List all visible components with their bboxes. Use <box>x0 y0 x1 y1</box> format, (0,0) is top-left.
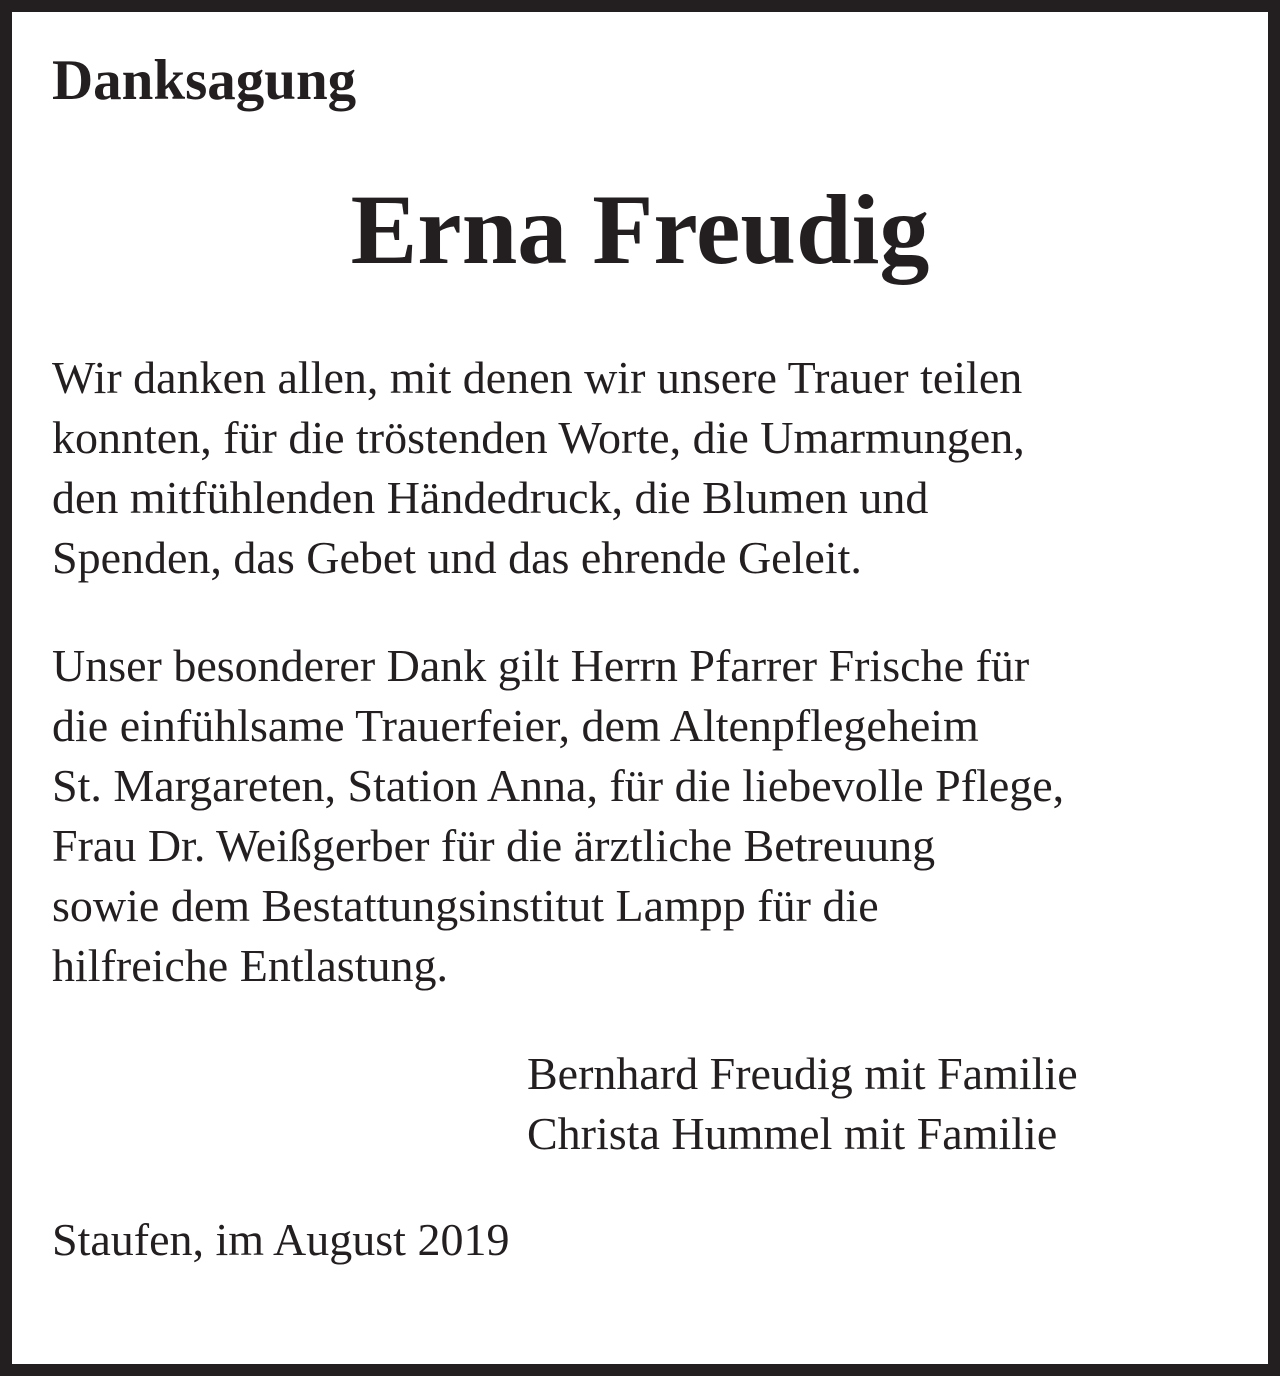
text-line: die einfühlsame Trauerfeier, dem Altenpflegeheim <box>52 700 979 751</box>
signature-line: Bernhard Freudig mit Familie <box>527 1048 1078 1099</box>
special-thanks-paragraph <box>52 636 1252 996</box>
text-line: hilfreiche Entlastung. <box>52 940 448 991</box>
signature-line: Christa Hummel mit Familie <box>527 1108 1058 1159</box>
text-line: konnten, für die tröstenden Worte, die Umarmungen, <box>52 412 1025 463</box>
signatures <box>527 1044 1078 1164</box>
place-and-date: Staufen, im August 2019 <box>52 1214 510 1265</box>
deceased-name: Erna Freudig <box>350 174 930 285</box>
notice-heading: Danksagung <box>52 49 357 112</box>
thanks-paragraph <box>52 348 1252 588</box>
text-line: St. Margareten, Station Anna, für die liebevolle Pflege, <box>52 760 1065 811</box>
text-line: Unser besonderer Dank gilt Herrn Pfarrer Frische für <box>52 640 1030 691</box>
text-line: Frau Dr. Weißgerber für die ärztliche Betreuung <box>52 820 936 871</box>
text-line: Wir danken allen, mit denen wir unsere Trauer teilen <box>52 352 1023 403</box>
text-line: sowie dem Bestattungsinstitut Lampp für die <box>52 880 879 931</box>
text-line: den mitfühlenden Händedruck, die Blumen und <box>52 472 929 523</box>
text-line: Spenden, das Gebet und das ehrende Geleit. <box>52 532 862 583</box>
